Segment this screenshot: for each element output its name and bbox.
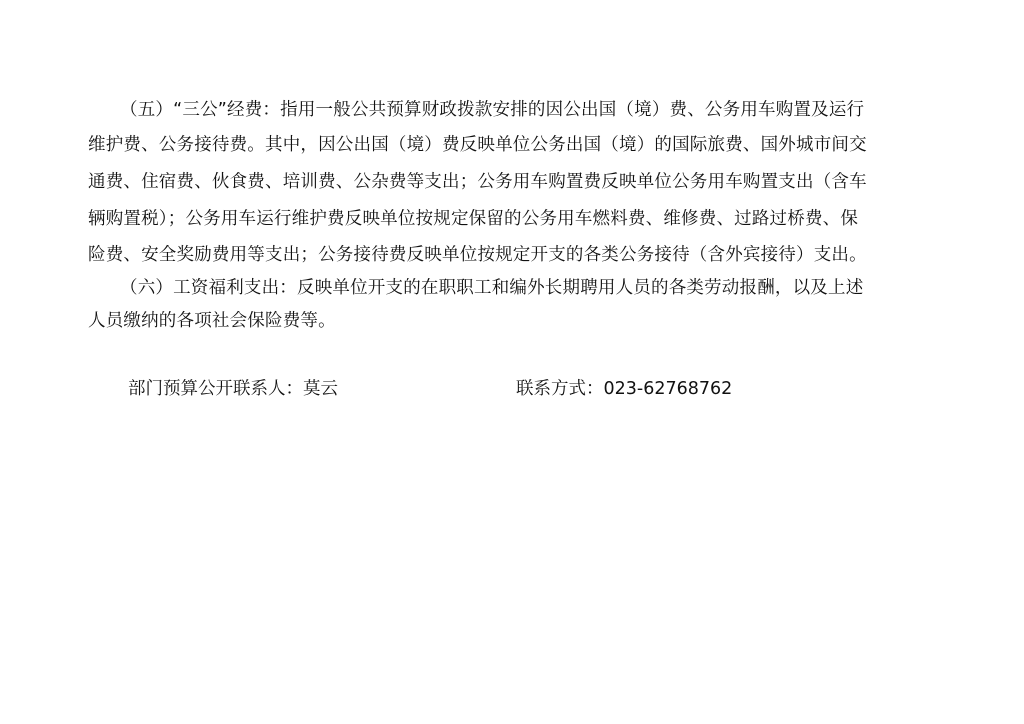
paragraph-six-line-1: （六）工资福利支出：反映单位开支的在职职工和编外长期聘用人员的各类劳动报酬，以及上述 [120, 278, 864, 298]
paragraph-six-line-2: 人员缴纳的各项社会保险费等。 [88, 311, 336, 331]
contact-person: 部门预算公开联系人：莫云 [128, 379, 338, 399]
paragraph-five-line-3: 通费、住宿费、伙食费、培训费、公杂费等支出；公务用车购置费反映单位公务用车购置支出（含车 [88, 172, 867, 192]
paragraph-five-line-5: 险费、安全奖励费用等支出；公务接待费反映单位按规定开支的各类公务接待（含外宾接待）支出。 [88, 245, 867, 265]
paragraph-five-line-4: 辆购置税）；公务用车运行维护费反映单位按规定保留的公务用车燃料费、维修费、过路过桥费、保 [88, 209, 859, 229]
paragraph-five-line-1: （五）“三公”经费：指用一般公共预算财政拨款安排的因公出国（境）费、公务用车购置及运行 [120, 100, 865, 120]
contact-phone: 联系方式：023-62768762 [516, 379, 733, 399]
paragraph-five-line-2: 维护费、公务接待费。其中，因公出国（境）费反映单位公务出国（境）的国际旅费、国外城市间交 [88, 135, 867, 155]
